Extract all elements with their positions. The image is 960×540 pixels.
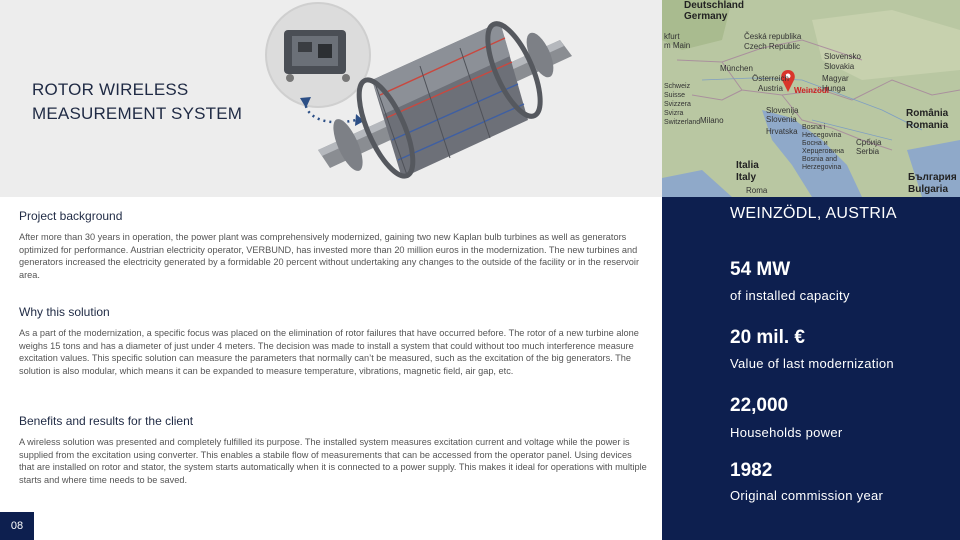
map-label-bulgaria-bg: България — [908, 172, 957, 183]
section-benefits — [19, 414, 649, 486]
map-label-slovakia-en: Slovakia — [824, 62, 855, 71]
map-label-czech-cs: Česká republika — [744, 32, 802, 41]
map-label-germany-en: Germany — [684, 11, 728, 22]
map-label-roma: Roma — [746, 186, 768, 195]
map-label-italia: Italia — [736, 160, 759, 171]
map-label-italy: Italy — [736, 172, 757, 183]
map-label-weinzodl: Weinzödl — [794, 86, 829, 95]
stat-households-label: Households power — [730, 425, 843, 440]
map-label-hungary: Hunga — [822, 84, 846, 93]
section-heading: Project background — [19, 209, 123, 223]
map-label-switzerland: Schweiz Suisse Svizzera Svizra Switzerland — [664, 83, 701, 126]
map-label-munchen: München — [720, 64, 753, 73]
stat-capacity-label: of installed capacity — [730, 288, 850, 303]
stat-commission-value: 1982 — [730, 460, 773, 481]
section-body: A wireless solution was presented and completely fulfilled its purpose. The installed system measures excitation current and voltage while the power is supplied from the excitation using converter. This enables a stabile flow of measurements that can be accessed from the operator panel. Using devices that are installed on rotor and stator, the system starts automatically when it is connected to a power supply. This makes it ideal for operations with multiple starts and where time needs to be saved. — [19, 437, 647, 485]
section-why-this-solution — [19, 305, 649, 377]
map-label-austria-en: Austria — [758, 84, 783, 93]
stat-value-modernization: 20 mil. € — [730, 327, 805, 348]
map-label-milano: Milano — [700, 116, 724, 125]
map-label-germany-de: Deutschland — [684, 0, 745, 11]
section-heading: Benefits and results for the client — [19, 414, 194, 428]
section-body: After more than 30 years in operation, the power plant was comprehensively modernized, gaining two new Kaplan bulb turbines as well as generators optimized for performance. Austrian electricity operator, VERBUND, has invested more than 20 million euros in the modernization. The new turbines and generators increased the electricity generated by a formidable 20 percent without undertaking any changes to the outside of the facility or in the reservoir area. — [19, 232, 640, 280]
map-label-magyar: Magyar — [822, 74, 849, 83]
map-label-bulgaria-en: Bulgaria — [908, 184, 949, 195]
location-map — [662, 0, 960, 197]
hero-banner — [0, 0, 662, 197]
map-label-romania-en: Romania — [906, 120, 949, 131]
map-label-austria-de: Österreich — [752, 74, 789, 83]
title-line-1: ROTOR WIRELESS — [32, 80, 189, 99]
stats-sidebar — [662, 197, 960, 540]
page-number: 08 — [0, 512, 34, 540]
map-label-hrvatska: Hrvatska — [766, 127, 798, 136]
map-label-czech-en: Czech Republic — [744, 42, 801, 51]
map-label-slovakia-sk: Slovensko — [824, 52, 861, 61]
section-body: As a part of the modernization, a specific focus was placed on the elimination of rotor failures that have occurred before. The rotor of a new turbine alone weighs 15 tons and has a diameter of just under 4 meters. The decision was made to install a system that could without too much interference measure excitation values. This specific solution can measure the parameters that normally can’t be measured, such as the excitation of the big generators. The solution is also modular, which means it can be expanded to measure temperature, vibrations, magnetic field, air gap, etc. — [19, 328, 639, 376]
map-label-bih: Bosna i Hercegovina Босна и Херцеговина Bosnia and Herzegovina — [802, 124, 844, 171]
stat-households-value: 22,000 — [730, 395, 789, 416]
stat-commission-label: Original commission year — [730, 488, 884, 503]
location-title: WEINZÖDL, AUSTRIA — [730, 205, 897, 222]
map-label-frankfurt: kfurt m Main — [664, 32, 691, 50]
page-title — [32, 78, 242, 126]
map-label-serbia: Србија Serbia — [856, 138, 882, 156]
stat-label-modernization: Value of last modernization — [730, 356, 894, 371]
stat-capacity-value: 54 MW — [730, 259, 791, 280]
title-line-2: MEASUREMENT SYSTEM — [32, 104, 243, 123]
section-heading: Why this solution — [19, 305, 110, 319]
map-label-romania-ro: România — [906, 108, 949, 119]
map-label-slovenia: Slovenija Slovenia — [766, 106, 799, 124]
section-project-background — [19, 209, 649, 281]
